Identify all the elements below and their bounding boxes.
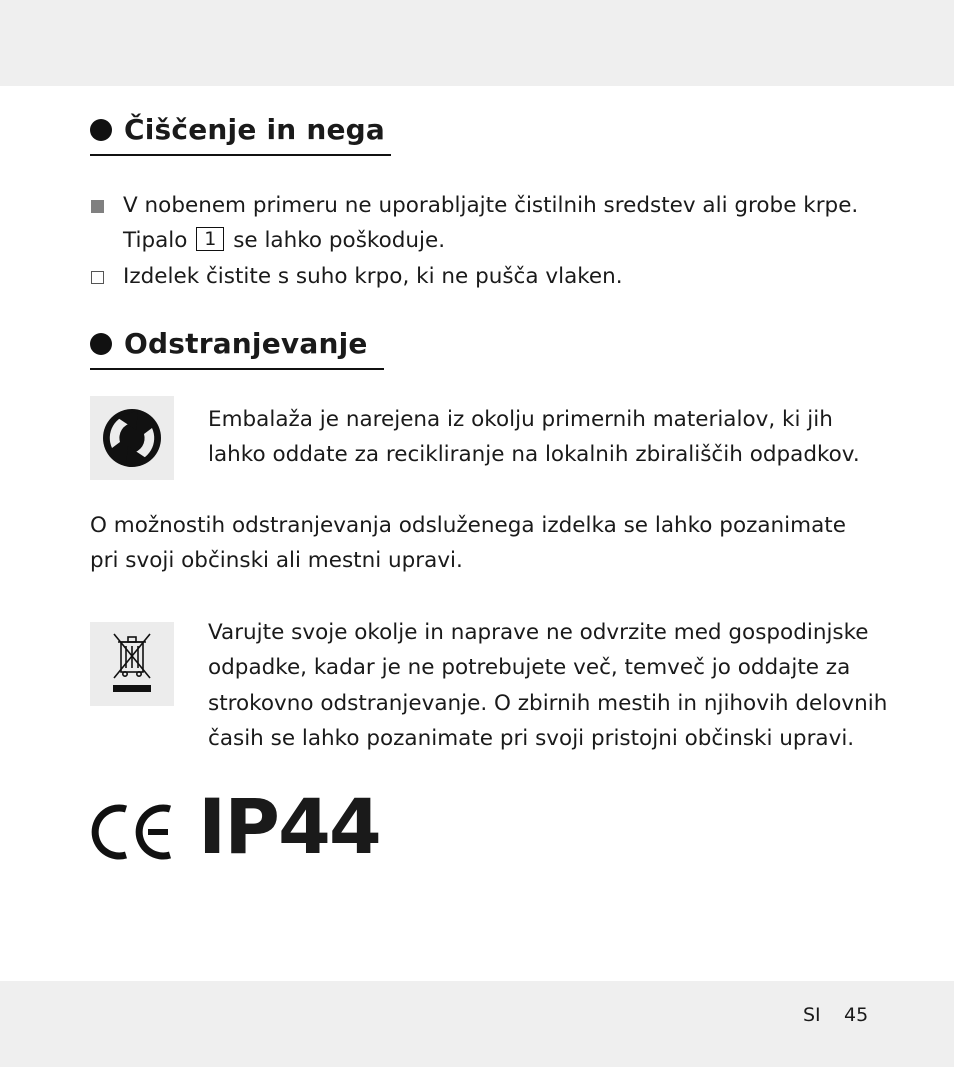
text-fragment: se lahko poškoduje.	[233, 228, 446, 253]
heading-underline	[90, 154, 391, 156]
list-item-text-continued	[123, 223, 445, 258]
section-heading-disposal	[90, 327, 368, 360]
heading-underline	[90, 368, 384, 370]
footer-page-number: 45	[844, 1004, 869, 1026]
crossed-out-bin-icon	[90, 622, 174, 706]
section-title: Odstranjevanje	[124, 327, 368, 360]
ip-rating-mark: IP44	[198, 782, 380, 871]
weee-text: časih se lahko pozanimate pri svoji pristojni občinski upravi.	[208, 726, 855, 751]
heading-bullet-icon	[90, 119, 112, 141]
text-fragment: Tipalo	[123, 228, 188, 253]
filled-square-bullet-icon	[91, 200, 104, 213]
ce-mark-icon	[90, 795, 180, 865]
disposal-paragraph: O možnostih odstranjevanja odsluženega izdelka se lahko pozanimate	[90, 513, 846, 538]
weee-text: Varujte svoje okolje in naprave ne odvrzite med gospodinjske	[208, 620, 869, 645]
weee-text: strokovno odstranjevanje. O zbirnih mestih in njihovih delovnih	[208, 691, 888, 716]
part-reference-box: 1	[196, 227, 224, 251]
section-heading-cleaning	[90, 113, 385, 146]
recycling-text: lahko oddate za recikliranje na lokalnih zbirališčih odpadkov.	[208, 442, 860, 467]
list-item-text: Izdelek čistite s suho krpo, ki ne pušča vlaken.	[123, 264, 623, 289]
green-dot-recycle-icon	[90, 396, 174, 480]
disposal-paragraph: pri svoji občinski ali mestni upravi.	[90, 548, 463, 573]
heading-bullet-icon	[90, 333, 112, 355]
recycling-text: Embalaža je narejena iz okolju primernih materialov, ki jih	[208, 407, 833, 432]
weee-text: odpadke, kadar je ne potrebujete več, temveč jo oddajte za	[208, 655, 851, 680]
section-title: Čiščenje in nega	[124, 113, 386, 146]
header-band	[0, 0, 954, 86]
list-item-text: V nobenem primeru ne uporabljajte čistilnih sredstev ali grobe krpe.	[123, 193, 859, 218]
empty-square-bullet-icon	[91, 271, 104, 284]
footer-language: SI	[803, 1004, 821, 1026]
